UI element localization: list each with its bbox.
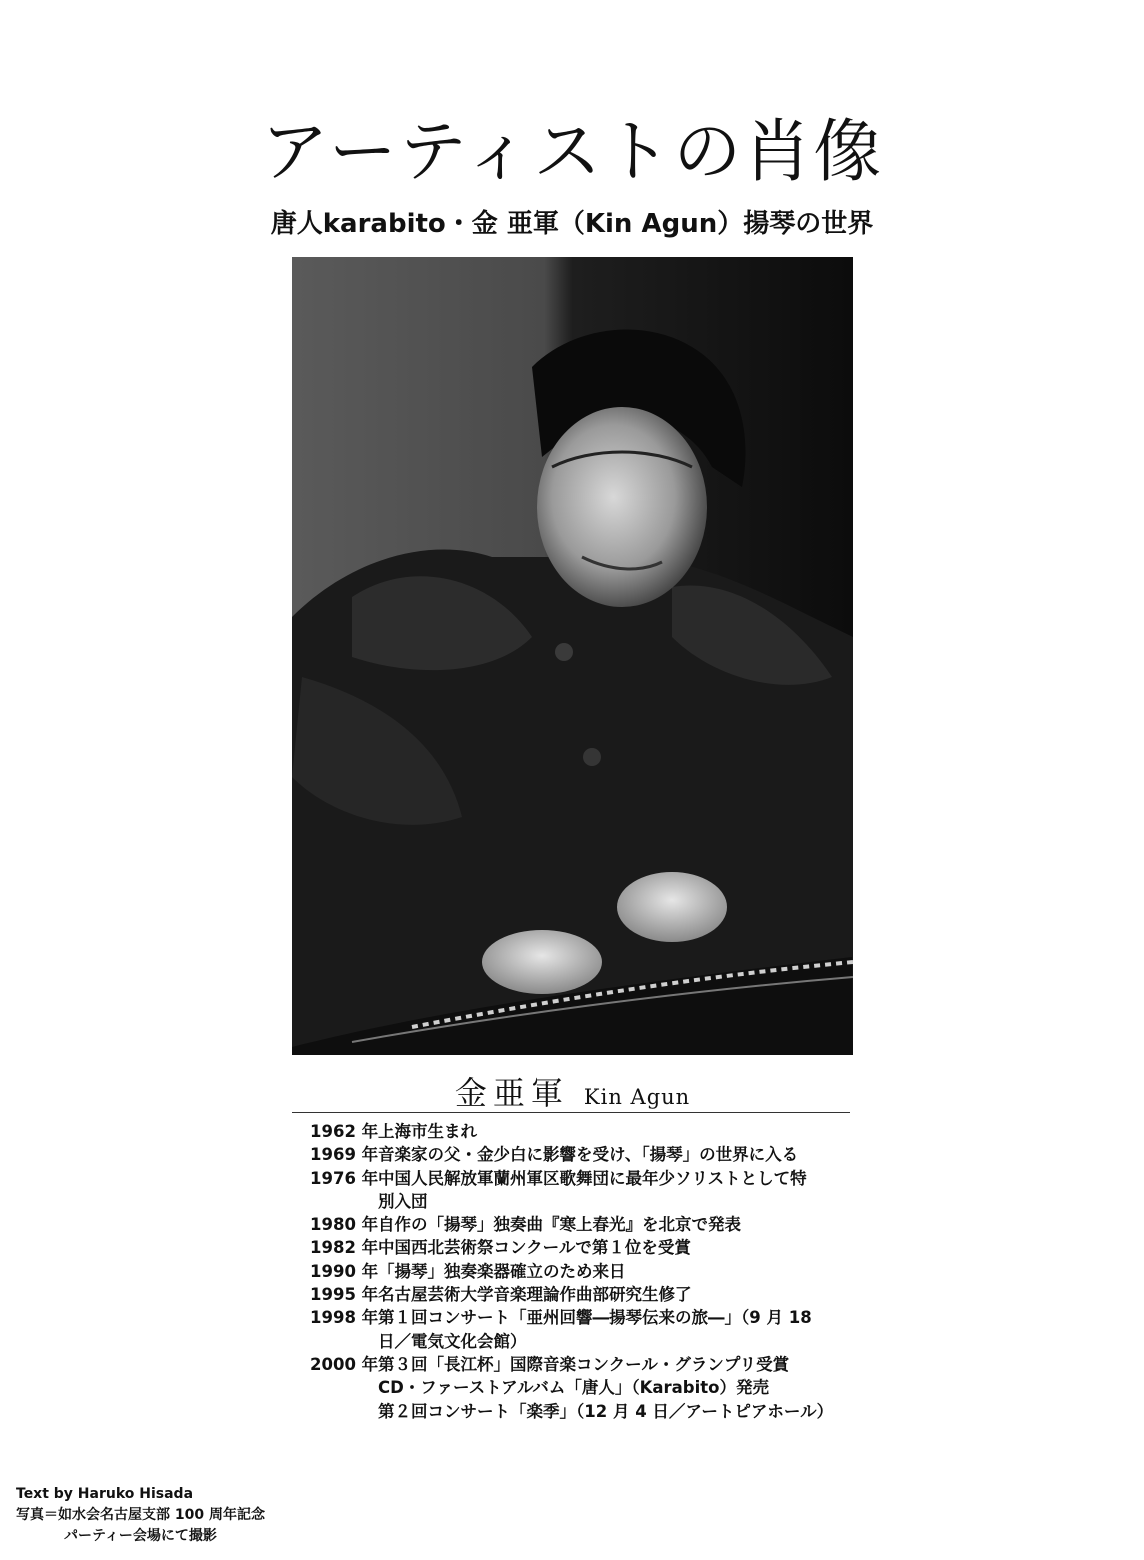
divider	[292, 1112, 850, 1113]
timeline-text	[378, 1306, 855, 1353]
timeline-entry	[310, 1167, 855, 1214]
biography-timeline	[310, 1120, 855, 1423]
photo-credit-continued: パーティー会場にて撮影	[64, 1528, 217, 1544]
timeline-text	[378, 1283, 855, 1306]
timeline-line: 音楽家の父・金少白に影響を受け、「揚琴」の世界に入る	[378, 1145, 799, 1165]
timeline-year: 1962 年	[310, 1122, 379, 1141]
timeline-line: 自作の「揚琴」独奏曲『寒上春光』を北京で発表	[378, 1215, 741, 1235]
timeline-line: 名古屋芸術大学音楽理論作曲部研究生修了	[378, 1285, 692, 1305]
artist-photo	[292, 257, 853, 1055]
timeline-text	[378, 1167, 855, 1214]
timeline-year: 1998 年	[310, 1308, 379, 1328]
timeline-line: 第１回コンサート「亜州回響―揚琴伝来の旅―」（9 月 18	[378, 1308, 812, 1328]
timeline-text	[378, 1236, 855, 1259]
timeline-year: 1980 年	[310, 1215, 379, 1235]
timeline-text	[378, 1353, 855, 1423]
timeline-year: 1995 年	[310, 1285, 379, 1305]
page-title: アーティストの肖像	[260, 113, 884, 192]
page-subtitle: 唐人karabito・金 亜軍（Kin Agun）揚琴の世界	[270, 209, 874, 239]
timeline-entry	[310, 1283, 855, 1306]
timeline-entry	[310, 1213, 855, 1236]
timeline-line: CD・ファーストアルバム「唐人」（Karabito）発売	[378, 1378, 769, 1398]
artist-name	[292, 1068, 853, 1118]
timeline-entry	[310, 1143, 855, 1166]
timeline-text	[378, 1143, 855, 1166]
timeline-entry	[310, 1236, 855, 1259]
artist-name-japanese: 金亜軍	[454, 1074, 569, 1112]
timeline-year: 1982 年	[310, 1238, 379, 1258]
photo-credit: 写真＝如水会名古屋支部 100 周年記念	[16, 1507, 265, 1523]
timeline-line: 別入団	[378, 1191, 428, 1211]
timeline-text	[378, 1120, 855, 1143]
timeline-line: 第３回「長江杯」国際音楽コンクール・グランプリ受賞	[378, 1354, 790, 1374]
timeline-line: 「揚琴」独奏楽器確立のため来日	[378, 1261, 626, 1281]
timeline-year: 2000 年	[310, 1354, 379, 1374]
timeline-year: 1969 年	[310, 1145, 379, 1165]
timeline-line: 日／電気文化会館）	[378, 1331, 527, 1351]
timeline-line: 第２回コンサート「楽季」（12 月 4 日／アートピアホール）	[378, 1401, 834, 1421]
timeline-text	[378, 1260, 855, 1283]
timeline-year: 1976 年	[310, 1168, 379, 1188]
timeline-line: 中国人民解放軍蘭州軍区歌舞団に最年少ソリストとして特	[378, 1168, 807, 1188]
timeline-entry	[310, 1260, 855, 1283]
timeline-line: 上海市生まれ	[378, 1122, 477, 1141]
timeline-entry	[310, 1120, 855, 1143]
text-credit: Text by Haruko Hisada	[16, 1486, 194, 1502]
timeline-entry	[310, 1353, 855, 1423]
timeline-year: 1990 年	[310, 1261, 379, 1281]
timeline-line: 中国西北芸術祭コンクールで第１位を受賞	[378, 1238, 691, 1258]
timeline-entry	[310, 1306, 855, 1353]
timeline-text	[378, 1213, 855, 1236]
credits	[16, 1484, 265, 1547]
artist-name-english: Kin Agun	[583, 1085, 691, 1109]
